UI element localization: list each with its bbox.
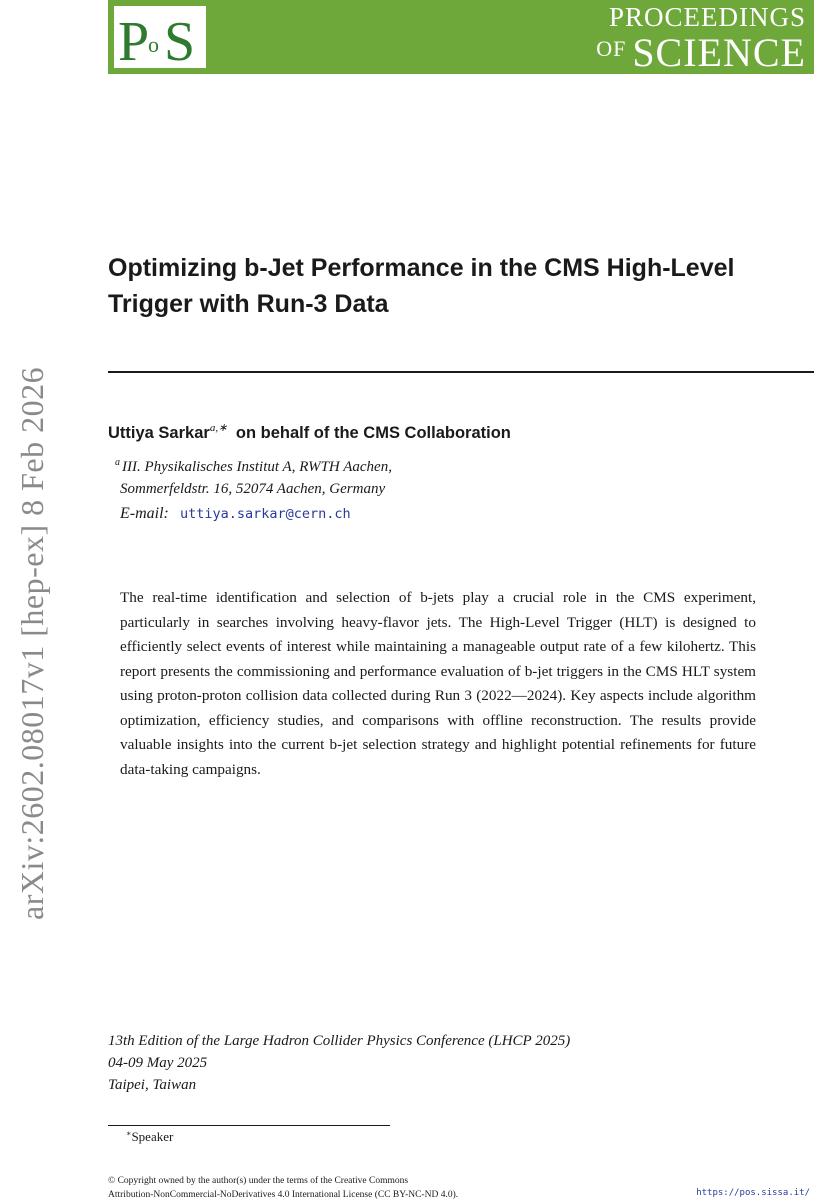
- footnote: [126, 1129, 173, 1145]
- footnote-text: Speaker: [131, 1129, 174, 1144]
- affiliation-line1: III. Physikalisches Institut A, RWTH Aachen,: [122, 459, 392, 475]
- svg-text:S: S: [164, 11, 196, 68]
- conference-info: [108, 1030, 570, 1096]
- author-line: [108, 421, 511, 443]
- abstract: The real-time identification and selection of b-jets play a crucial role in the CMS experiment, particularly in searches involving heavy-flavor jets. The High-Level Trigger (HLT) is designed to efficiently select events of interest while maintaining a manageable output rate of a few kilohertz. This report presents the commissioning and performance evaluation of b-jet triggers in the CMS HLT system using proton-proton collision data collected during Run 3 (2022—2024). Key aspects include algorithm optimization, efficiency studies, and comparisons with offline reconstruction. The results provide valuable insights into the current b-jet selection strategy and highlight potential refinements for future data-taking campaigns.: [120, 589, 756, 778]
- copyright-line1: © Copyright owned by the author(s) under the terms of the Creative Commons: [108, 1176, 409, 1186]
- pos-logo: [114, 6, 206, 68]
- wordmark-science: SCIENCE: [632, 30, 806, 75]
- arxiv-identifier-stamp: arXiv:2602.08017v1 [hep-ex] 8 Feb 2026: [14, 366, 50, 920]
- footnote-mark: ∗: [126, 1129, 132, 1138]
- proceedings-of-science-wordmark: [596, 2, 806, 73]
- conference-location: Taipei, Taiwan: [108, 1077, 197, 1093]
- pos-url-link[interactable]: https://pos.sissa.it/: [696, 1188, 810, 1198]
- author-collaboration: on behalf of the CMS Collaboration: [235, 424, 511, 442]
- copyright-notice: [108, 1174, 458, 1202]
- author-name: Uttiya Sarkar: [108, 424, 210, 442]
- svg-text:P: P: [118, 11, 150, 68]
- email-label: E-mail:: [120, 505, 169, 522]
- email-link[interactable]: uttiya.sarkar@cern.ch: [179, 506, 351, 522]
- affiliation-line2: Sommerfeldstr. 16, 52074 Aachen, Germany: [120, 481, 386, 497]
- footnote-rule: [108, 1125, 390, 1126]
- affiliation: [108, 452, 392, 500]
- title-divider: [108, 371, 814, 373]
- email-line: [120, 503, 351, 523]
- affiliation-mark: a: [115, 457, 120, 468]
- conference-name: 13th Edition of the Large Hadron Collider Physics Conference (LHCP 2025): [108, 1033, 571, 1049]
- copyright-line2: Attribution-NonCommercial-NoDerivatives 4.0 International License (CC BY-NC-ND 4.0).: [108, 1190, 459, 1200]
- pos-logo-mark: [114, 6, 206, 68]
- wordmark-proceedings: PROCEEDINGS: [608, 2, 806, 32]
- pos-header-banner: [108, 0, 814, 74]
- author-marks: a,∗: [209, 422, 228, 434]
- paper-title: Optimizing b-Jet Performance in the CMS High-Level Trigger with Run-3 Data: [108, 254, 735, 318]
- wordmark-of: OF: [596, 36, 627, 61]
- svg-text:o: o: [148, 32, 159, 57]
- conference-dates: 04-09 May 2025: [108, 1055, 208, 1071]
